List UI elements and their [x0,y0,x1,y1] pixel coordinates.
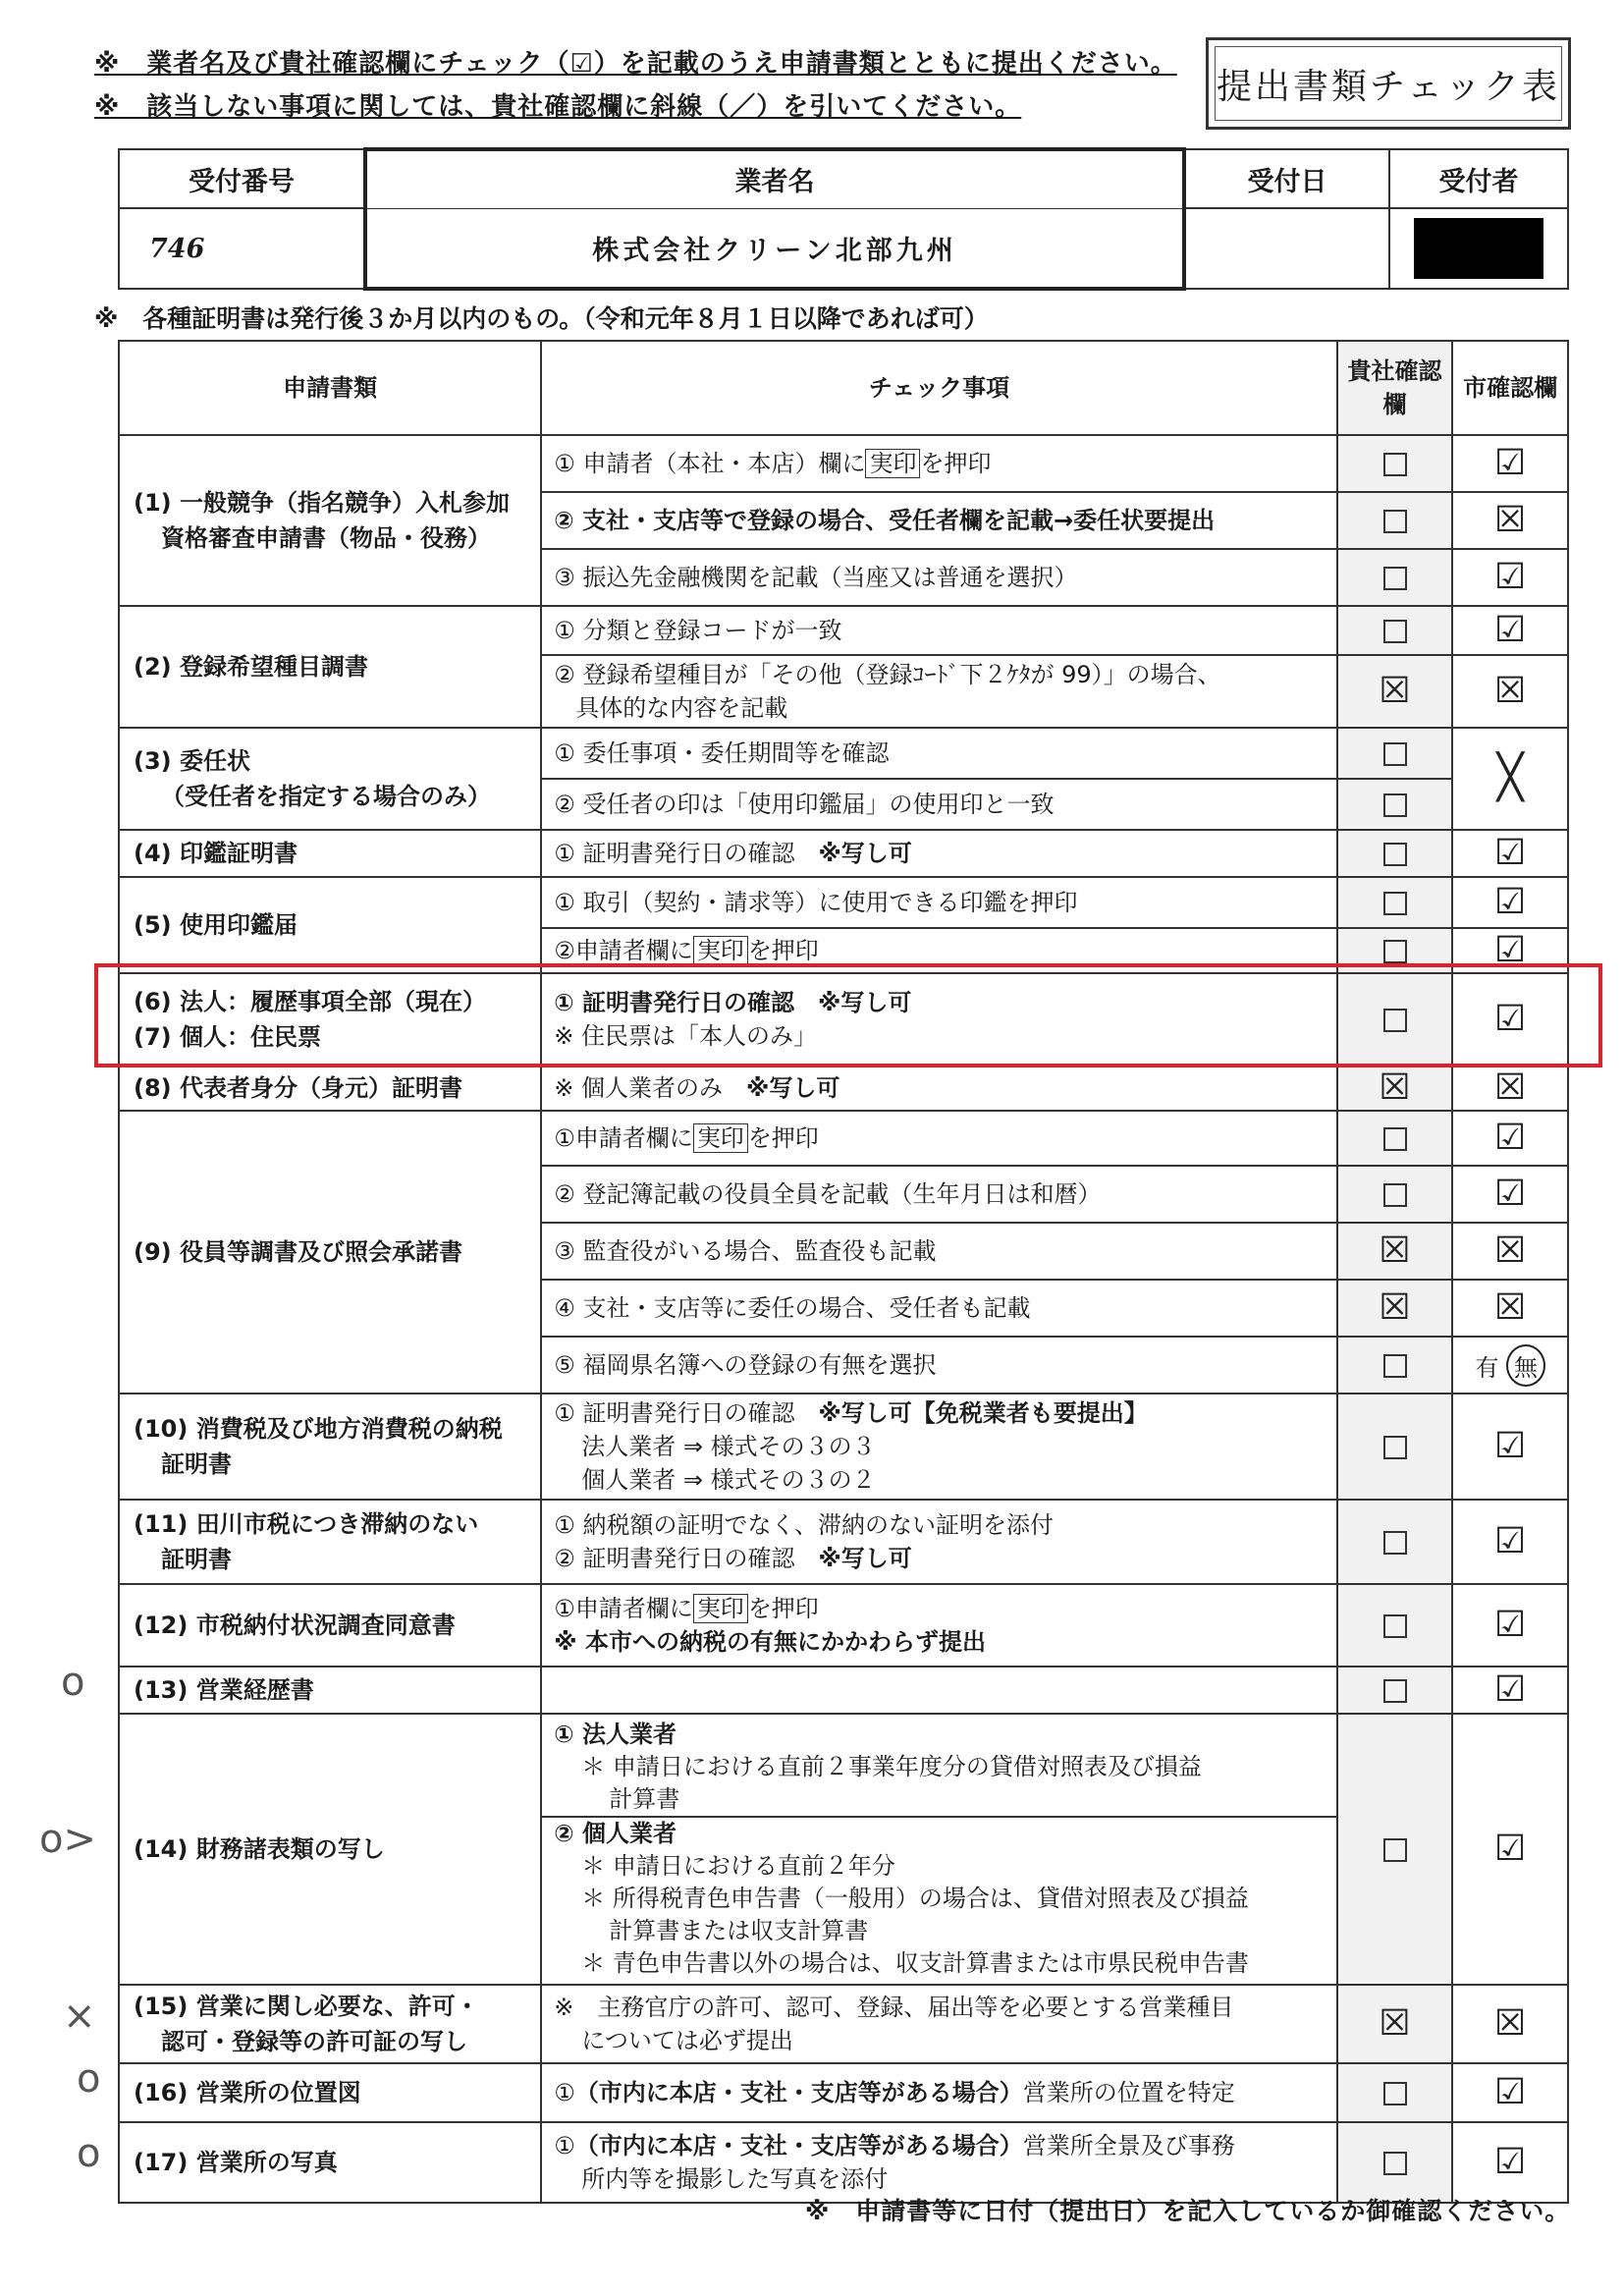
check-5-1: ① 取引（契約・請求等）に使用できる印鑑を押印 [541,877,1336,928]
receiver-label: 受付者 [1389,149,1568,208]
table-row [119,1985,1568,2063]
city-check-mark [1452,1667,1568,1714]
table-row [119,1714,1568,1985]
footer-note: ※ 申請書等に日付（提出日）を記入しているか御確認ください。 [805,2197,1571,2225]
doc-1-subtitle: 資格審査申請書（物品・役務） [161,524,491,552]
company-name: 株式会社クリーン北部九州 [365,208,1184,289]
table-row [119,435,1568,492]
check-text: を押印 [747,1124,819,1152]
margin-mark: o [77,2131,101,2176]
doc-11-subtitle: 証明書 [161,1546,232,1573]
doc-9: (9) 役員等調書及び照会承諾書 [119,1111,541,1394]
check-mark-icon: ☑ [1494,1521,1527,1561]
receiver-redacted [1389,208,1568,289]
check-text: ① 納税額の証明でなく、滞納のない証明を添付 [554,1511,1054,1539]
city-check-mark [1452,1584,1568,1667]
check-text: ① 証明書発行日の確認 [554,989,794,1016]
receipt-no-label: 受付番号 [119,149,365,208]
strike-x-icon: ☒ [1379,671,1411,711]
company-strike-mark [1337,1985,1453,2063]
col-check: チェック事項 [541,341,1336,435]
table-row [119,1111,1568,1166]
check-text: については必ず提出 [581,2027,793,2054]
check-text: ① 証明書発行日の確認 [554,840,795,867]
check-text: ② 登録希望種目が「その他（登録ｺｰﾄﾞ下２ｹﾀが 99）」の場合、 [554,661,1221,688]
check-text: 法人業者 ⇒ 様式その３の３ [581,1433,876,1460]
checkbox[interactable] [1383,892,1407,915]
table-row [119,2122,1568,2203]
table-row [119,728,1568,779]
receipt-header-table [118,147,1569,291]
checkbox[interactable] [1383,1838,1407,1862]
doc-17: (17) 営業所の写真 [119,2122,541,2203]
highlight-box [94,963,1602,1067]
doc-11-title: (11) 田川市税につき滞納のない [134,1510,479,1538]
city-check-mark [1452,2063,1568,2122]
check-mark-icon: ☑ [1494,882,1527,922]
city-check-mark [1452,549,1568,606]
check-text: 営業所全景及び事務 [1022,2132,1235,2159]
checkbox[interactable] [1383,1436,1407,1459]
strike-x-icon: ☒ [1379,1067,1411,1108]
table-row [119,830,1568,877]
company-checkbox[interactable] [1337,606,1453,655]
check-2-2 [541,655,1336,728]
check-mark-icon: ☑ [1494,557,1527,597]
margin-mark: × [63,1994,96,2039]
check-12-1 [541,1584,1336,1667]
checkbox[interactable] [1383,742,1407,766]
check-text: 具体的な内容を記載 [575,694,788,722]
check-text: ② 証明書発行日の確認 [554,1545,795,1572]
city-check-mark [1452,1111,1568,1166]
check-text: ＊ 申請日における直前２年分 [581,1852,895,1880]
doc-7-title: (7) 個人：住民票 [134,1023,321,1051]
company-strike-mark [1337,655,1453,728]
city-strike-mark [1452,492,1568,549]
check-2-1: ① 分類と登録コードが一致 [541,606,1336,655]
check-17-1 [541,2122,1336,2203]
strike-x-icon: ╳ [1496,752,1524,802]
check-13-empty [541,1667,1336,1714]
doc-14: (14) 財務諸表類の写し [119,1714,541,1985]
city-check-mark [1452,830,1568,877]
check-text: ＊ 青色申告書以外の場合は、収支計算書または市県民税申告書 [581,1949,1249,1977]
company-checkbox[interactable] [1337,830,1453,877]
company-checkbox[interactable] [1337,1394,1453,1500]
check-mark-icon: ☑ [1494,1669,1527,1710]
strike-x-icon: ☒ [1494,1067,1527,1108]
doc-12: (12) 市税納付状況調査同意書 [119,1584,541,1667]
company-checkbox[interactable] [1337,1584,1453,1667]
check-16-1 [541,2063,1336,2122]
city-strike-mark [1452,1985,1568,2063]
check-mark-icon: ☑ [1494,2142,1527,2182]
table-row [119,606,1568,655]
check-mark-icon: ☑ [1494,1426,1527,1466]
seal-box: 実印 [693,936,748,965]
check-mark-icon: ☑ [1494,1829,1527,1869]
check-mark-icon: ☑ [1494,2072,1527,2112]
receipt-date-label: 受付日 [1184,149,1389,208]
check-9-3: ③ 監査役がいる場合、監査役も記載 [541,1223,1336,1280]
check-text: 営業所の位置を特定 [1022,2079,1235,2106]
check-1-3: ③ 振込先金融機関を記載（当座又は普通を選択） [541,549,1336,606]
doc-1-title: (1) 一般競争（指名競争）入札参加 [134,489,510,517]
check-text: ① 申請者（本社・本店）欄に [554,450,866,477]
check-text: 所内等を撮影した写真を添付 [581,2165,889,2193]
check-3-1: ① 委任事項・委任期間等を確認 [541,728,1336,779]
company-checkbox[interactable] [1337,435,1453,492]
company-label: 業者名 [365,149,1184,208]
city-check-mark [1452,435,1568,492]
check-9-4: ④ 支社・支店等に委任の場合、受任者も記載 [541,1280,1336,1337]
city-strike-mark [1452,1066,1568,1111]
city-strike-mark [1452,1223,1568,1280]
checkbox[interactable] [1383,620,1407,643]
checklist-table [118,340,1569,2204]
check-1-1 [541,435,1336,492]
doc-15-title: (15) 営業に関し必要な、許可・ [134,1993,479,2020]
redaction-block [1414,218,1543,279]
strike-x-icon: ☒ [1494,1230,1527,1271]
strike-x-icon: ☒ [1379,1287,1411,1328]
company-strike-mark [1337,1280,1453,1337]
checkbox[interactable] [1383,1679,1407,1703]
check-4-1 [541,830,1336,877]
check-text: ＊ 所得税青色申告書（一般用）の場合は、貸借対照表及び損益 [581,1885,1249,1912]
checkbox[interactable] [1383,1183,1407,1207]
col-city-confirm: 市確認欄 [1452,341,1568,435]
company-strike-mark [1337,1066,1453,1111]
check-text: ①申請者欄に [554,1595,693,1622]
check-8-1 [541,1066,1336,1111]
doc-15-subtitle: 認可・登録等の許可証の写し [161,2028,467,2055]
check-text: ① [554,2132,575,2159]
seal-box: 実印 [693,1594,748,1623]
registration-choice [1452,1337,1568,1394]
instruction-note-2: ※ 該当しない事項に関しては、貴社確認欄に斜線（／）を引いてください。 [94,92,1022,122]
margin-mark: o [61,1660,85,1705]
doc-13: (13) 営業経歴書 [119,1667,541,1714]
col-doc: 申請書類 [119,341,541,435]
checkbox[interactable] [1383,1354,1407,1378]
doc-6-title: (6) 法人：履歴事項全部（現在） [134,988,486,1015]
check-9-2: ② 登記簿記載の役員全員を記載（生年月日は和暦） [541,1166,1336,1223]
seal-box: 実印 [865,449,920,478]
checkbox[interactable] [1383,1614,1407,1638]
check-text: （市内に本店・支社・支店等がある場合） [574,2132,1023,2159]
check-text: ※写し可 [746,1074,840,1102]
checkbox[interactable] [1383,793,1407,817]
city-check-mark [1452,606,1568,655]
strike-x-icon: ☒ [1494,671,1527,711]
checkbox[interactable] [1383,940,1407,963]
table-row [119,1584,1568,1667]
check-text: ① [554,2079,575,2106]
check-text: ※ 本市への納税の有無にかかわらず提出 [554,1628,986,1656]
seal-box: 実印 [693,1123,748,1153]
check-text: （市内に本店・支社・支店等がある場合） [574,2079,1023,2106]
check-text: ※写し可 [818,1545,912,1572]
company-checkbox[interactable] [1337,1667,1453,1714]
form-title [1206,37,1571,130]
receipt-number: 746 [119,208,365,289]
doc-3-subtitle: （受任者を指定する場合のみ） [161,783,491,810]
company-checkbox[interactable] [1337,1500,1453,1584]
check-11-1 [541,1500,1336,1584]
check-text: を押印 [747,937,819,964]
validity-note: ※ 各種証明書は発行後３か月以内のもの。（令和元年８月１日以降であれば可） [94,304,989,333]
city-check-mark [1452,2122,1568,2203]
check-mark-icon: ☑ [1494,610,1527,650]
check-mark-icon: ☑ [1494,1118,1527,1158]
checkbox[interactable] [1383,2152,1407,2175]
strike-x-icon: ☒ [1379,2003,1411,2044]
strike-x-icon: ☒ [1494,2003,1527,2044]
receipt-date-value [1184,208,1389,289]
doc-1 [119,435,541,606]
doc-10 [119,1394,541,1500]
doc-10-title: (10) 消費税及び地方消費税の納税 [134,1415,503,1443]
checkbox[interactable] [1383,843,1407,866]
check-text: 計算書または収支計算書 [609,1917,869,1944]
checkbox[interactable] [1383,510,1407,533]
margin-mark: o> [39,1817,96,1862]
checkbox[interactable] [1383,567,1407,590]
doc-3-title: (3) 委任状 [134,747,250,775]
company-checkbox[interactable] [1337,877,1453,928]
margin-mark: o [77,2056,101,2102]
check-9-5: ⑤ 福岡県名簿への登録の有無を選択 [541,1337,1336,1394]
check-14 [541,1714,1336,1985]
check-text: ※写し可 [817,989,912,1016]
instruction-note-1: ※ 業者名及び貴社確認欄にチェック（☑）を記載のうえ申請書類とともに提出ください。 [94,49,1177,79]
form-title-text: 提出書類チェック表 [1217,66,1560,107]
company-strike-mark [1337,1223,1453,1280]
company-checkbox[interactable] [1337,1337,1453,1394]
company-checkbox[interactable] [1337,2122,1453,2203]
checkbox[interactable] [1383,1127,1407,1151]
doc-15 [119,1985,541,2063]
check-15-1 [541,1985,1336,2063]
check-mark-icon: ☑ [1494,1174,1527,1214]
company-checkbox[interactable] [1337,728,1453,779]
check-text: 個人業者 ⇒ 様式その３の２ [581,1466,876,1494]
check-text: ※写し可 [818,840,912,867]
company-checkbox[interactable] [1337,492,1453,549]
check-9-1 [541,1111,1336,1166]
check-text: ② 個人業者 [554,1820,677,1847]
check-1-2: ② 支社・支店等で登録の場合、受任者欄を記載→委任状要提出 [541,492,1336,549]
city-strike-mark [1452,655,1568,728]
company-checkbox[interactable] [1337,1166,1453,1223]
check-text: ① 証明書発行日の確認 [554,1399,795,1427]
doc-3 [119,728,541,830]
col-company-confirm: 貴社確認欄 [1337,341,1453,435]
check-text: ※ 主務官庁の許可、認可、登録、届出等を必要とする営業種目 [554,1994,1234,2021]
doc-8: (8) 代表者身分（身元）証明書 [119,1066,541,1111]
check-mark-icon: ☑ [1494,443,1527,483]
table-row [119,2063,1568,2122]
check-text: を押印 [920,450,992,477]
city-check-mark [1452,877,1568,928]
check-10-1 [541,1394,1336,1500]
city-strike-mark [1452,1280,1568,1337]
choice-yes: 有 [1475,1353,1499,1382]
company-checkbox[interactable] [1337,2063,1453,2122]
table-row [119,1667,1568,1714]
company-checkbox[interactable] [1337,1111,1453,1166]
check-text: ①申請者欄に [554,1124,693,1152]
city-check-mark [1452,1394,1568,1500]
checkbox[interactable] [1383,1531,1407,1555]
check-3-2: ② 受任者の印は「使用印鑑届」の使用印と一致 [541,779,1336,830]
check-text: ※写し可【免税業者も要提出】 [818,1399,1148,1427]
strike-x-icon: ☒ [1494,500,1527,540]
strike-x-icon: ☒ [1494,1287,1527,1328]
doc-10-subtitle: 証明書 [161,1450,232,1478]
doc-2: (2) 登録希望種目調書 [119,606,541,728]
doc-16: (16) 営業所の位置図 [119,2063,541,2122]
table-row [119,1394,1568,1500]
check-text: ＊ 申請日における直前２事業年度分の貸借対照表及び損益 [581,1753,1202,1780]
company-checkbox[interactable] [1337,549,1453,606]
checkbox[interactable] [1383,2082,1407,2105]
doc-4: (4) 印鑑証明書 [119,830,541,877]
strike-x-icon: ☒ [1379,1230,1411,1271]
table-row [119,1066,1568,1111]
table-row [119,1500,1568,1584]
check-mark-icon: ☑ [1494,833,1527,873]
column-header-row [119,341,1568,435]
check-text: ※ 個人業者のみ [554,1074,724,1102]
check-mark-icon: ☑ [1494,930,1527,970]
doc-11 [119,1500,541,1584]
choice-no-circled: 無 [1506,1344,1545,1387]
checkbox[interactable] [1383,453,1407,476]
check-text: ②申請者欄に [554,937,693,964]
check-mark-icon: ☑ [1494,999,1527,1039]
check-mark-icon: ☑ [1494,1605,1527,1645]
doc-5: (5) 使用印鑑届 [119,877,541,973]
company-checkbox[interactable] [1337,1714,1453,1985]
check-text: を押印 [747,1595,819,1622]
table-row [119,877,1568,928]
city-strike-mark [1452,728,1568,830]
check-text: ① 法人業者 [554,1721,677,1748]
check-text: ※ 住民票は「本人のみ」 [554,1022,818,1050]
city-check-mark [1452,1500,1568,1584]
city-check-mark [1452,1166,1568,1223]
check-text: 計算書 [609,1785,680,1813]
city-check-mark [1452,1714,1568,1985]
company-checkbox[interactable] [1337,779,1453,830]
